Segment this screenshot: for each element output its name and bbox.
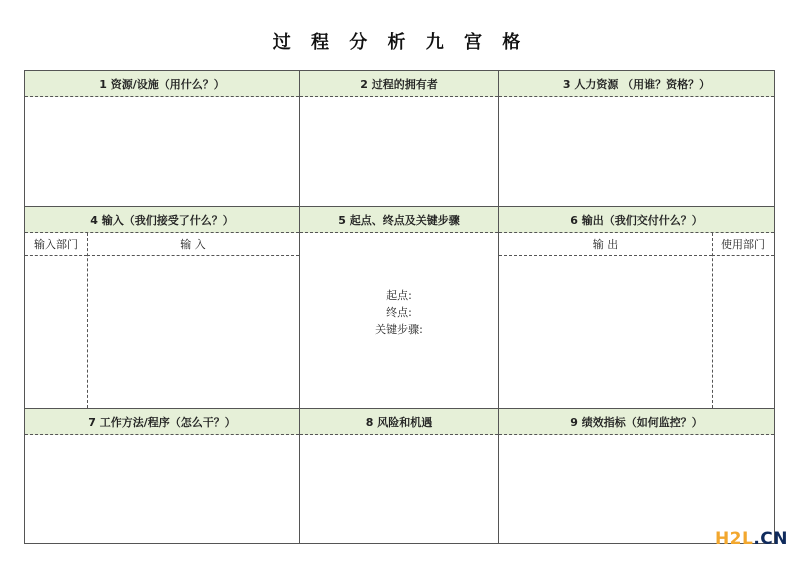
cell-header: 8 风险和机遇 — [300, 409, 498, 435]
watermark-part2: .CN — [753, 529, 788, 549]
cell-header: 6 输出（我们交付什么？） — [499, 207, 774, 233]
cell-header: 1 资源/设施（用什么？） — [25, 71, 299, 97]
cell-header: 3 人力资源 （用谁？资格？） — [499, 71, 774, 97]
cell-header: 2 过程的拥有者 — [300, 71, 498, 97]
end-label: 终点: — [386, 306, 412, 319]
cell-performance-indicators — [498, 408, 775, 544]
cell-work-methods — [24, 408, 300, 544]
cell-human-resources — [498, 70, 775, 207]
cell-start-end-steps — [299, 206, 499, 409]
nine-grid-table — [24, 70, 775, 544]
start-label: 起点: — [386, 289, 412, 302]
output-header: 输 出 — [499, 233, 712, 256]
page-title: 过 程 分 析 九 宫 格 — [272, 32, 528, 53]
column-divider — [712, 233, 713, 408]
input-header: 输 入 — [87, 233, 299, 256]
key-steps-label: 关键步骤: — [375, 323, 423, 336]
input-department-header: 输入部门 — [25, 233, 87, 256]
cell-output — [498, 206, 775, 409]
watermark-part1: H2L — [714, 529, 754, 549]
cell-risks-opportunities — [299, 408, 499, 544]
watermark-logo — [715, 529, 788, 549]
cell-header: 9 绩效指标（如何监控？） — [499, 409, 774, 435]
cell-process-owner — [299, 70, 499, 207]
output-department-header: 使用部门 — [712, 233, 774, 256]
cell-input — [24, 206, 300, 409]
cell-header: 5 起点、终点及关键步骤 — [300, 207, 498, 233]
cell-header: 4 输入（我们接受了什么？） — [25, 207, 299, 233]
cell-header: 7 工作方法/程序（怎么干？） — [25, 409, 299, 435]
cell-resources — [24, 70, 300, 207]
center-fields — [300, 287, 498, 338]
column-divider — [87, 233, 88, 408]
